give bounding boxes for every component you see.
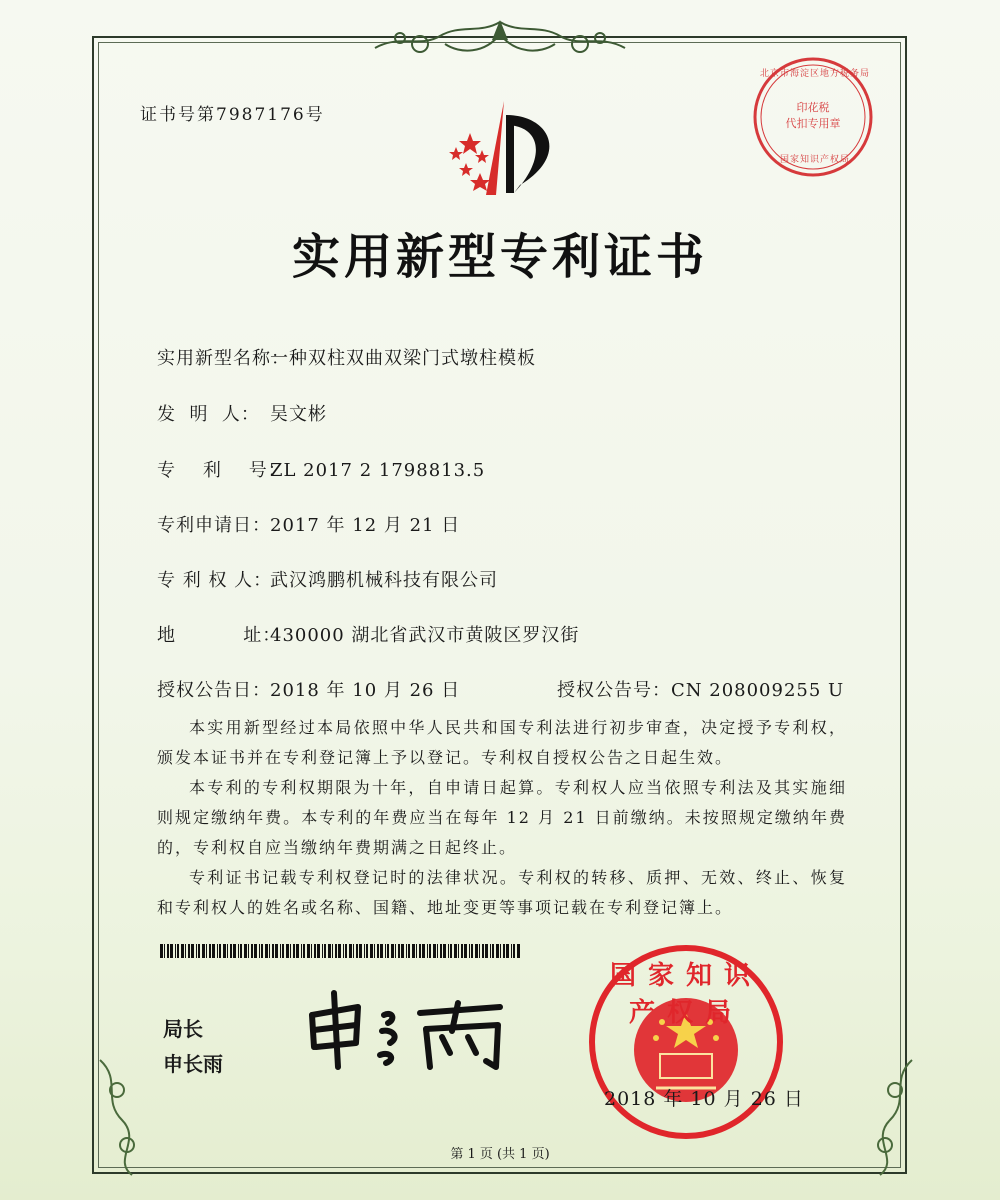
field-label: 专 利 权 人：: [157, 570, 273, 591]
barcode-bar: [500, 944, 501, 958]
certificate-number: 证书号第7987176号: [140, 105, 325, 125]
barcode-bar: [238, 944, 239, 958]
field-value: 430000 湖北省武汉市黄陂区罗汉街: [270, 625, 580, 646]
barcode-bar: [490, 944, 491, 958]
barcode-bar: [181, 944, 184, 958]
barcode-bar: [475, 944, 478, 958]
barcode-bar: [198, 944, 200, 958]
barcode-bar: [349, 944, 352, 958]
barcode-bar: [440, 944, 442, 958]
field-utility-model-name: [157, 344, 536, 370]
barcode-bar: [385, 944, 386, 958]
barcode-bar: [322, 944, 323, 958]
field-value: 武汉鸿鹏机械科技有限公司: [270, 570, 498, 591]
barcode-bar: [209, 944, 211, 958]
barcode-bar: [503, 944, 505, 958]
barcode-bar: [485, 944, 488, 958]
handwritten-signature-icon: [300, 985, 520, 1075]
barcode-bar: [401, 944, 404, 958]
barcode-bar: [324, 944, 326, 958]
barcode-bar: [496, 944, 499, 958]
barcode-bar: [202, 944, 205, 958]
barcode-bar: [454, 944, 457, 958]
barcode-bar: [160, 944, 163, 958]
barcode-bar: [217, 944, 218, 958]
field-label: 专利申请日：: [157, 515, 271, 536]
barcode-bar: [380, 944, 383, 958]
barcode-bar: [416, 944, 417, 958]
field-value: CN 208009255 U: [671, 680, 845, 701]
barcode-bar: [356, 944, 358, 958]
barcode-icon: [160, 944, 520, 958]
barcode-bar: [422, 944, 425, 958]
barcode-bar: [251, 944, 253, 958]
barcode-bar: [517, 944, 520, 958]
barcode-bar: [244, 944, 247, 958]
tax-stamp-bottom-text: 国家知识产权局: [779, 155, 850, 165]
barcode-bar: [254, 944, 257, 958]
barcode-bar: [314, 944, 316, 958]
barcode-bar: [419, 944, 421, 958]
barcode-bar: [427, 944, 428, 958]
field-label: 授权公告号：: [557, 680, 671, 701]
barcode-bar: [269, 944, 270, 958]
barcode-bar: [492, 944, 494, 958]
barcode-bar: [233, 944, 236, 958]
barcode-bar: [272, 944, 274, 958]
barcode-bar: [259, 944, 260, 958]
field-value: 一种双柱双曲双梁门式墩柱模板: [270, 348, 536, 369]
barcode-bar: [391, 944, 394, 958]
certificate-body-text: [157, 713, 847, 923]
signatory-name: 申长雨: [163, 1052, 223, 1076]
barcode-bar: [450, 944, 452, 958]
barcode-bar: [387, 944, 389, 958]
barcode-bar: [366, 944, 368, 958]
barcode-bar: [196, 944, 197, 958]
field-patentee: [157, 566, 498, 592]
barcode-bar: [370, 944, 373, 958]
document-title: 实用新型专利证书: [291, 229, 708, 285]
barcode-bar: [191, 944, 194, 958]
tax-stamp-line-2: 代扣专用章: [785, 117, 841, 130]
barcode-bar: [433, 944, 436, 958]
barcode-bar: [261, 944, 263, 958]
barcode-bar: [206, 944, 207, 958]
barcode-bar: [406, 944, 407, 958]
field-value: 2018 年 10 月 26 日: [270, 680, 461, 701]
barcode-bar: [511, 944, 512, 958]
barcode-bar: [265, 944, 268, 958]
body-paragraph: 专利证书记载专利权登记时的法律状况。专利权的转移、质押、无效、终止、恢复和专利权人的姓名或名称、国籍、地址变更等事项记载在专利登记簿上。: [157, 868, 847, 917]
issue-date: 2018 年 10 月 26 日: [604, 1088, 804, 1110]
barcode-bar: [464, 944, 467, 958]
tax-stamp-line-1: 印花税: [796, 101, 830, 114]
field-value: 2017 年 12 月 21 日: [270, 515, 461, 536]
barcode-bar: [443, 944, 446, 958]
field-announcement-date: [157, 676, 460, 702]
field-label: 地 址：: [157, 625, 282, 646]
barcode-bar: [223, 944, 226, 958]
barcode-bar: [248, 944, 249, 958]
barcode-bar: [275, 944, 278, 958]
barcode-bar: [303, 944, 305, 958]
barcode-bar: [282, 944, 284, 958]
top-ornament-icon: [360, 14, 640, 84]
barcode-bar: [164, 944, 165, 958]
barcode-bar: [364, 944, 365, 958]
barcode-bar: [343, 944, 344, 958]
barcode-bar: [469, 944, 470, 958]
barcode-bar: [482, 944, 484, 958]
field-address: [157, 621, 579, 647]
barcode-bar: [437, 944, 438, 958]
barcode-bar: [471, 944, 473, 958]
tax-stamp-inner-text: [778, 100, 848, 132]
field-value: ZL 2017 2 1798813.5: [270, 460, 486, 481]
barcode-bar: [185, 944, 186, 958]
barcode-bar: [188, 944, 190, 958]
barcode-bar: [398, 944, 400, 958]
field-inventor: [157, 400, 327, 426]
barcode-bar: [230, 944, 232, 958]
barcode-bar: [293, 944, 295, 958]
barcode-bar: [212, 944, 215, 958]
tax-stamp-ring-text: 北京市海淀区地方税务局: [760, 69, 871, 79]
signatory-title: 局长: [163, 1017, 203, 1041]
barcode-bar: [240, 944, 242, 958]
field-label: 实用新型名称：: [157, 348, 290, 369]
barcode-bar: [290, 944, 291, 958]
barcode-bar: [353, 944, 354, 958]
barcode-bar: [345, 944, 347, 958]
barcode-bar: [479, 944, 480, 958]
barcode-bar: [170, 944, 173, 958]
barcode-bar: [338, 944, 341, 958]
barcode-bar: [374, 944, 375, 958]
barcode-bar: [227, 944, 228, 958]
barcode-bar: [513, 944, 515, 958]
field-value: 吴文彬: [270, 404, 327, 425]
page-footer: 第 1 页 (共 1 页): [450, 1147, 550, 1162]
barcode-bar: [461, 944, 463, 958]
barcode-bar: [167, 944, 169, 958]
field-label: 专 利 号：: [157, 460, 287, 481]
barcode-bar: [311, 944, 312, 958]
barcode-bar: [175, 944, 176, 958]
body-paragraph: 本实用新型经过本局依照中华人民共和国专利法进行初步审查，决定授予专利权，颁发本证书并在专利登记簿上予以登记。专利权自授权公告之日起生效。: [157, 718, 847, 767]
body-paragraph: 本专利的专利权期限为十年，自申请日起算。专利权人应当依照专利法及其实施细则规定缴纳年费。本专利的年费应当在每年 12 月 21 日前缴纳。未按照规定缴纳年费的，专利权自应当缴纳年费期满之日起终止。: [157, 778, 847, 857]
barcode-bar: [412, 944, 415, 958]
barcode-bar: [377, 944, 379, 958]
barcode-bar: [359, 944, 362, 958]
field-label: 授权公告日：: [157, 680, 271, 701]
barcode-bar: [429, 944, 431, 958]
field-application-date: [157, 511, 460, 537]
barcode-bar: [408, 944, 410, 958]
barcode-bar: [301, 944, 302, 958]
barcode-bar: [458, 944, 459, 958]
barcode-bar: [219, 944, 221, 958]
barcode-bar: [317, 944, 320, 958]
field-announcement-number: [557, 676, 844, 702]
barcode-bar: [332, 944, 333, 958]
barcode-bar: [307, 944, 310, 958]
patent-office-emblem-icon: [420, 95, 580, 205]
barcode-bar: [286, 944, 289, 958]
barcode-bar: [448, 944, 449, 958]
barcode-bar: [280, 944, 281, 958]
field-patent-number: [157, 456, 485, 482]
barcode-bar: [328, 944, 331, 958]
field-label: 发 明 人：: [157, 404, 260, 425]
official-seal-text: 国家知识产权局: [609, 961, 762, 1028]
barcode-bar: [296, 944, 299, 958]
barcode-bar: [506, 944, 509, 958]
barcode-bar: [335, 944, 337, 958]
barcode-bar: [395, 944, 396, 958]
barcode-bar: [177, 944, 179, 958]
